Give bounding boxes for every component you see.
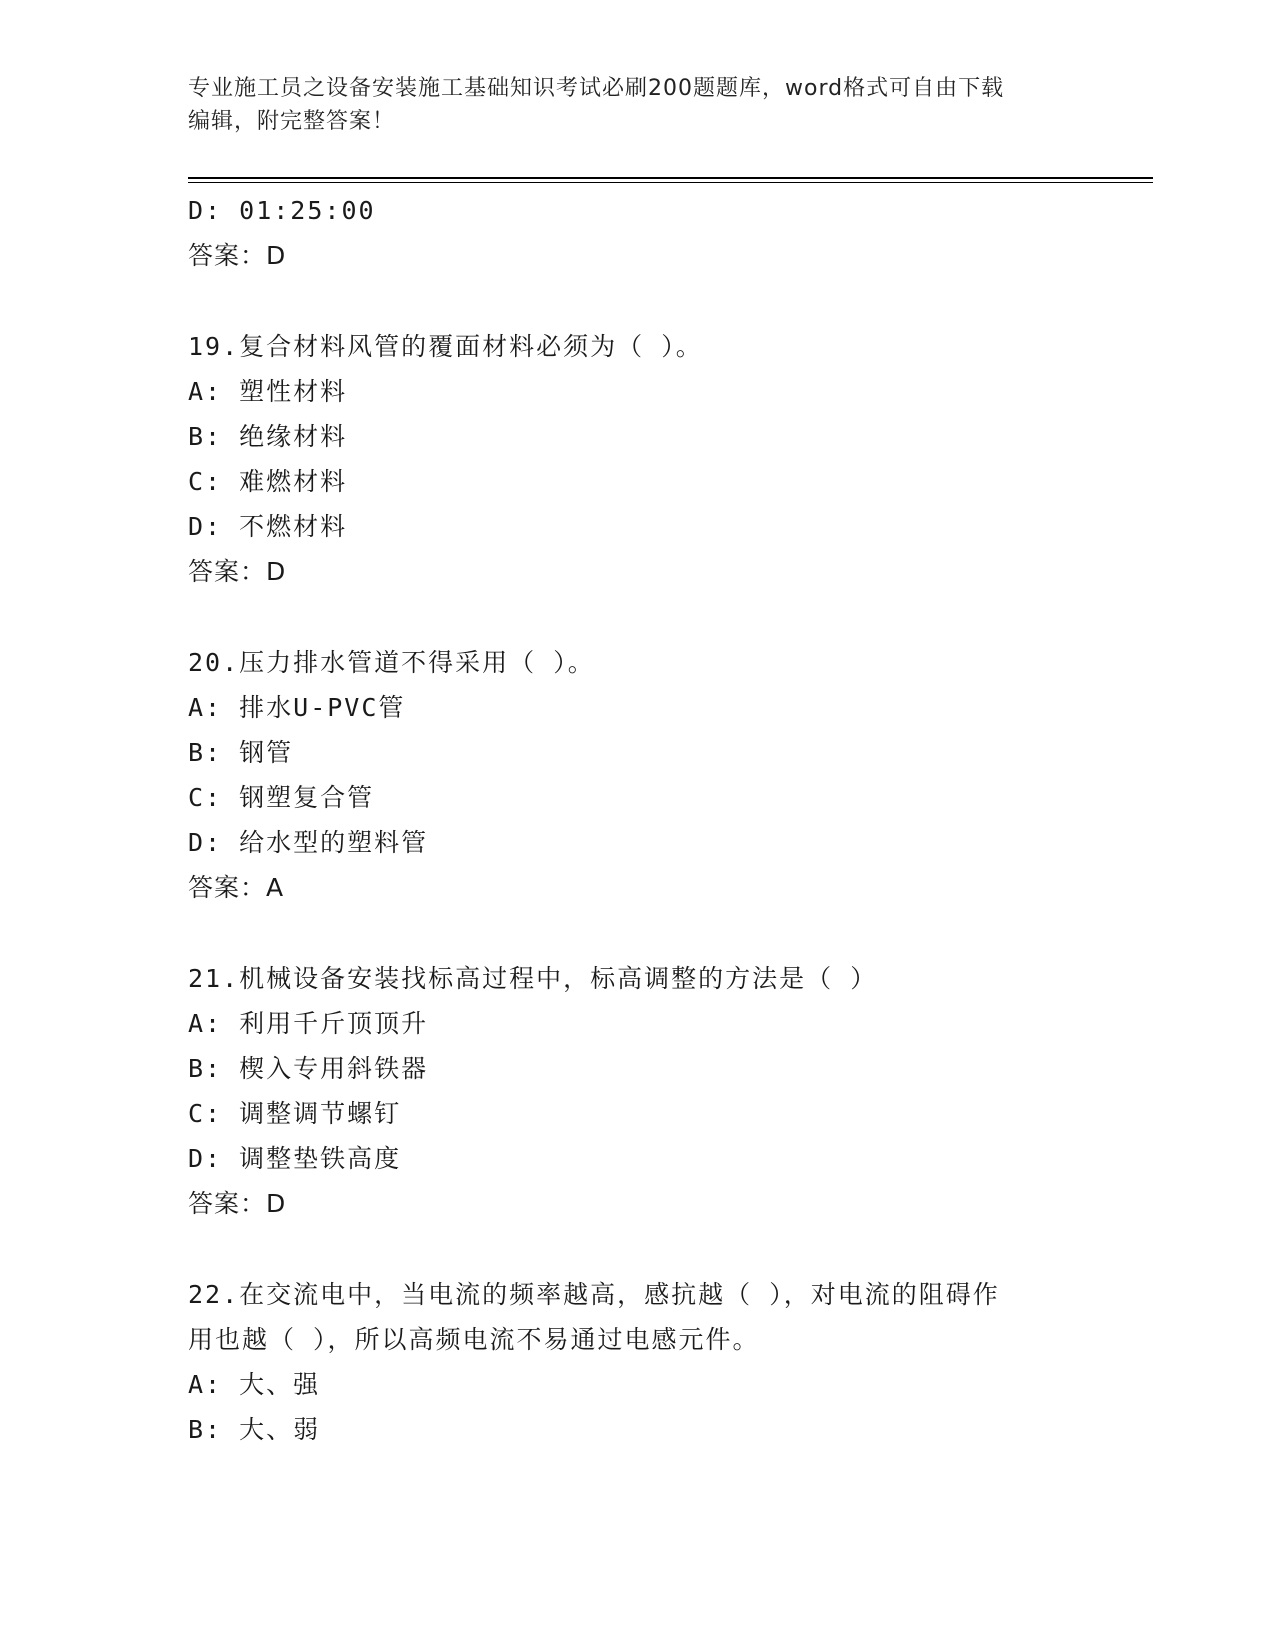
option-c: C: 钢塑复合管: [188, 783, 375, 812]
answer-line: 答案：D: [188, 1189, 287, 1218]
answer-line: 答案：D: [188, 241, 287, 270]
option-d: D: 调整垫铁高度: [188, 1144, 402, 1173]
option-b: B: 钢管: [188, 738, 294, 767]
header-divider-thin: [188, 182, 1153, 183]
question-18-tail: [188, 188, 1068, 278]
option-a: A: 利用千斤顶顶升: [188, 1009, 429, 1038]
question-stem-line-1: 22.在交流电中，当电流的频率越高，感抗越（ ），对电流的阻碍作: [188, 1280, 1000, 1309]
question-stem-line-2: 用也越（ ），所以高频电流不易通过电感元件。: [188, 1325, 760, 1354]
question-20: [188, 640, 1068, 910]
option-d: D: 01:25:00: [188, 196, 376, 225]
option-c: C: 难燃材料: [188, 467, 348, 496]
option-b: B: 楔入专用斜铁器: [188, 1054, 429, 1083]
question-21: [188, 956, 1068, 1226]
question-19: [188, 324, 1068, 594]
question-list: [188, 188, 1068, 1452]
option-a: A: 大、强: [188, 1370, 321, 1399]
option-a: A: 塑性材料: [188, 377, 348, 406]
question-stem: 21.机械设备安装找标高过程中，标高调整的方法是（ ）: [188, 964, 878, 993]
option-a: A: 排水U-PVC管: [188, 693, 406, 722]
option-b: B: 绝缘材料: [188, 422, 348, 451]
question-stem: 20.压力排水管道不得采用（ ）。: [188, 648, 595, 677]
header-line-1: 专业施工员之设备安装施工基础知识考试必刷200题题库，word格式可自由下载: [188, 76, 1005, 101]
option-d: D: 不燃材料: [188, 512, 348, 541]
question-stem: 19.复合材料风管的覆面材料必须为（ ）。: [188, 332, 703, 361]
option-b: B: 大、弱: [188, 1415, 321, 1444]
option-c: C: 调整调节螺钉: [188, 1099, 402, 1128]
question-22: [188, 1272, 1068, 1452]
header-line-2: 编辑，附完整答案！: [188, 109, 396, 134]
option-d: D: 给水型的塑料管: [188, 828, 429, 857]
page-header: [188, 72, 1068, 138]
answer-line: 答案：D: [188, 557, 287, 586]
header-divider-thick: [188, 177, 1153, 179]
answer-line: 答案：A: [188, 873, 285, 902]
